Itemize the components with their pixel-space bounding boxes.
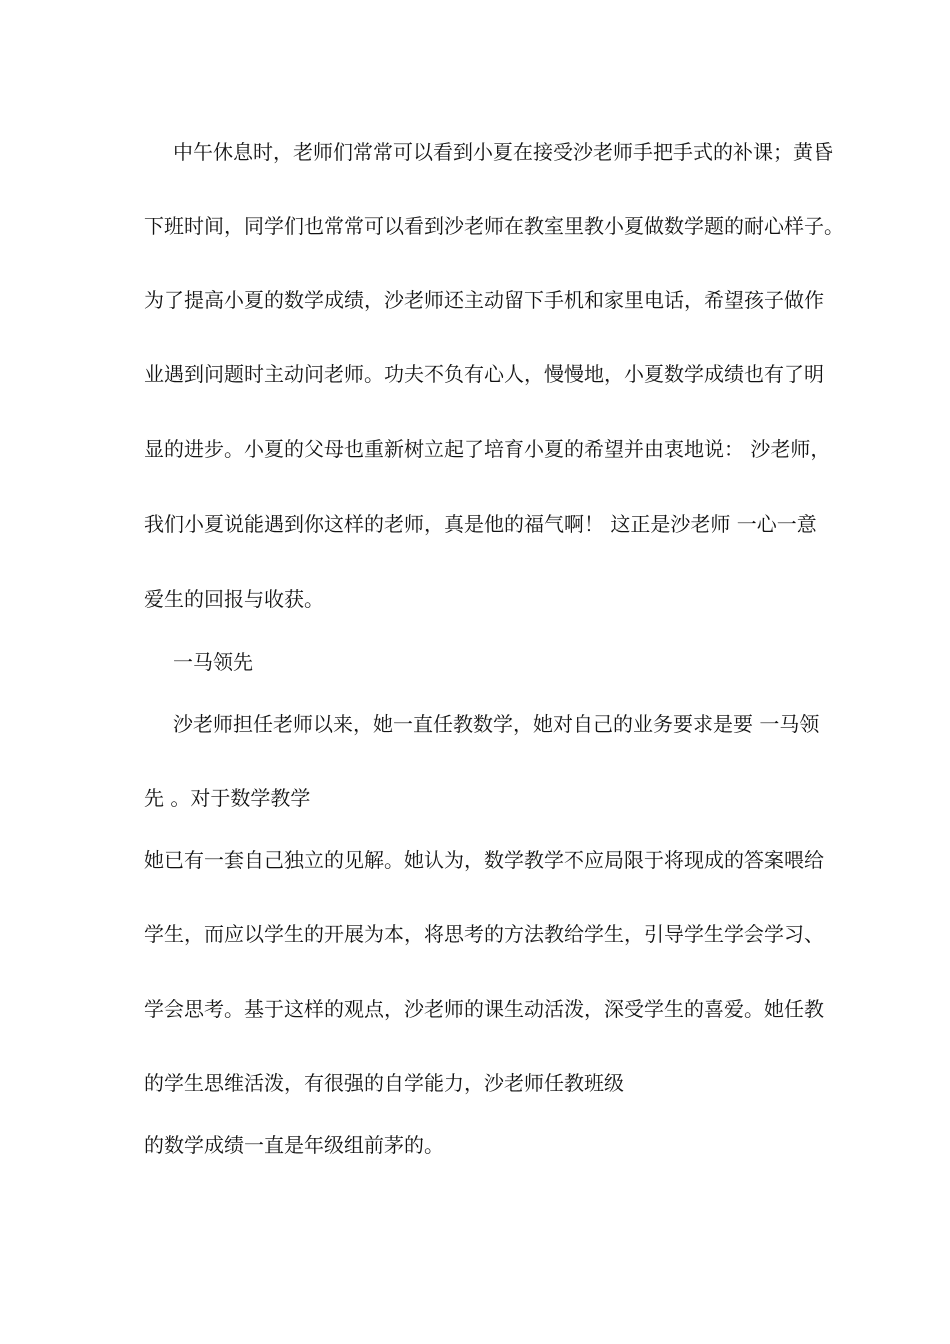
paragraph-line: 学生，而应以学生的开展为本，将思考的方法教给学生，引导学生学会学习、: [144, 922, 824, 946]
paragraph-line: 的学生思维活泼，有很强的自学能力，沙老师任教班级: [144, 1071, 624, 1095]
paragraph-line: 她已有一套自己独立的见解。她认为，数学教学不应局限于将现成的答案喂给: [144, 848, 824, 872]
paragraph-line: 中午休息时，老师们常常可以看到小夏在接受沙老师手把手式的补课；黄昏: [173, 140, 833, 164]
paragraph-line: 的数学成绩一直是年级组前茅的。: [144, 1133, 444, 1157]
paragraph-line: 下班时间，同学们也常常可以看到沙老师在教室里教小夏做数学题的耐心样子。: [144, 214, 844, 238]
paragraph-line: 业遇到问题时主动问老师。功夫不负有心人，慢慢地，小夏数学成绩也有了明: [144, 362, 824, 386]
paragraph-line: 先 。对于数学教学: [144, 786, 311, 810]
paragraph-line: 我们小夏说能遇到你这样的老师，真是他的福气啊！ 这正是沙老师 一心一意: [144, 512, 817, 536]
paragraph-line: 为了提高小夏的数学成绩，沙老师还主动留下手机和家里电话，希望孩子做作: [144, 288, 824, 312]
paragraph-line: 学会思考。基于这样的观点，沙老师的课生动活泼，深受学生的喜爱。她任教: [144, 997, 824, 1021]
section-heading: 一马领先: [173, 650, 253, 674]
paragraph-line: 爱生的回报与收获。: [144, 587, 324, 611]
paragraph-line: 沙老师担任老师以来，她一直任教数学，她对自己的业务要求是要 一马领: [173, 712, 820, 736]
paragraph-line: 显的进步。小夏的父母也重新树立起了培育小夏的希望并由衷地说： 沙老师，: [144, 437, 831, 461]
